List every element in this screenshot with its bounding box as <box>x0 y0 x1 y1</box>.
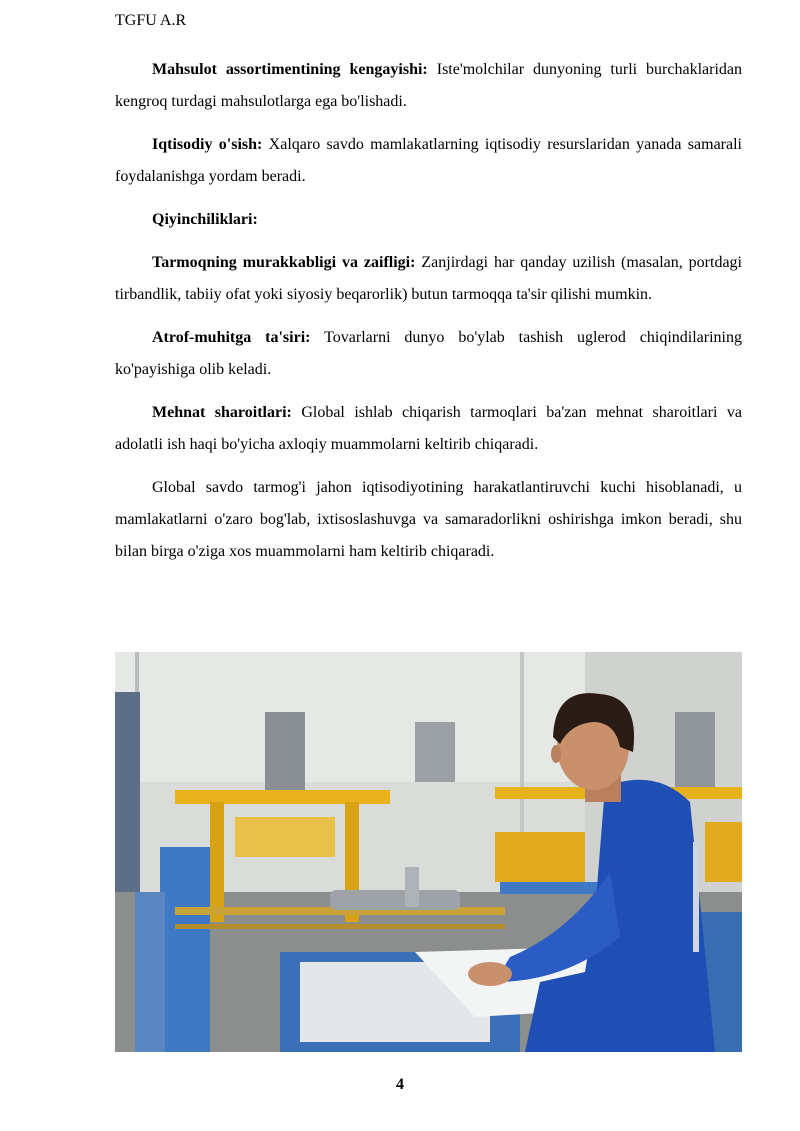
paragraph-text: Global savdo tarmog'i jahon iqtisodiyotining harakatlantiruvchi kuchi hisoblanadi, u mamlakatlarni o'zaro bog'lab, ixtisoslashuvga va samaradorlikni oshirishga imkon beradi, shu bilan birga o'ziga xos muammolarni ham keltirib chiqaradi. <box>115 479 742 560</box>
paragraph-environment <box>115 322 742 386</box>
term-label: Mahsulot assortimentining kengayishi: <box>152 61 428 78</box>
paragraph-text: Zanjirdagi har qanday uzilish (masalan, portdagi tirbandlik, tabiiy ofat yoki siyosiy beqarorlik) butun tarmoqqa ta'sir qilishi mumkin. <box>115 254 743 303</box>
paragraph-text: Iste'molchilar dunyoning turli burchaklaridan kengroq turdagi mahsulotlarga ega bo'lishadi. <box>115 61 743 110</box>
paragraph-assortment <box>115 54 742 118</box>
paragraph-network-complexity <box>115 247 742 311</box>
page-number: 4 <box>396 1076 404 1093</box>
running-header: TGFU A.R <box>115 12 187 29</box>
document-body <box>115 54 742 579</box>
term-label: Iqtisodiy o'sish: <box>152 136 263 153</box>
paragraph-conclusion <box>115 472 742 568</box>
paragraph-economic-growth <box>115 129 742 193</box>
term-label: Mehnat sharoitlari: <box>152 404 292 421</box>
paragraph-text: Xalqaro savdo mamlakatlarning iqtisodiy resurslaridan yanada samarali foydalanishga yordam beradi. <box>115 136 742 185</box>
term-label: Tarmoqning murakkabligi va zaifligi: <box>152 254 416 271</box>
paragraph-text: Global ishlab chiqarish tarmoqlari ba'zan mehnat sharoitlari va adolatli ish haqi bo'yicha axloqiy muammolarni keltirib chiqaradi. <box>115 404 742 453</box>
paragraph-labor-conditions <box>115 397 742 461</box>
term-label: Qiyinchiliklari: <box>152 211 258 228</box>
section-heading-challenges <box>115 204 742 236</box>
factory-worker-photo <box>115 652 742 1052</box>
term-label: Atrof-muhitga ta'siri: <box>152 329 311 346</box>
paragraph-text: Tovarlarni dunyo bo'ylab tashish uglerod chiqindilarining ko'payishiga olib keladi. <box>115 329 742 378</box>
